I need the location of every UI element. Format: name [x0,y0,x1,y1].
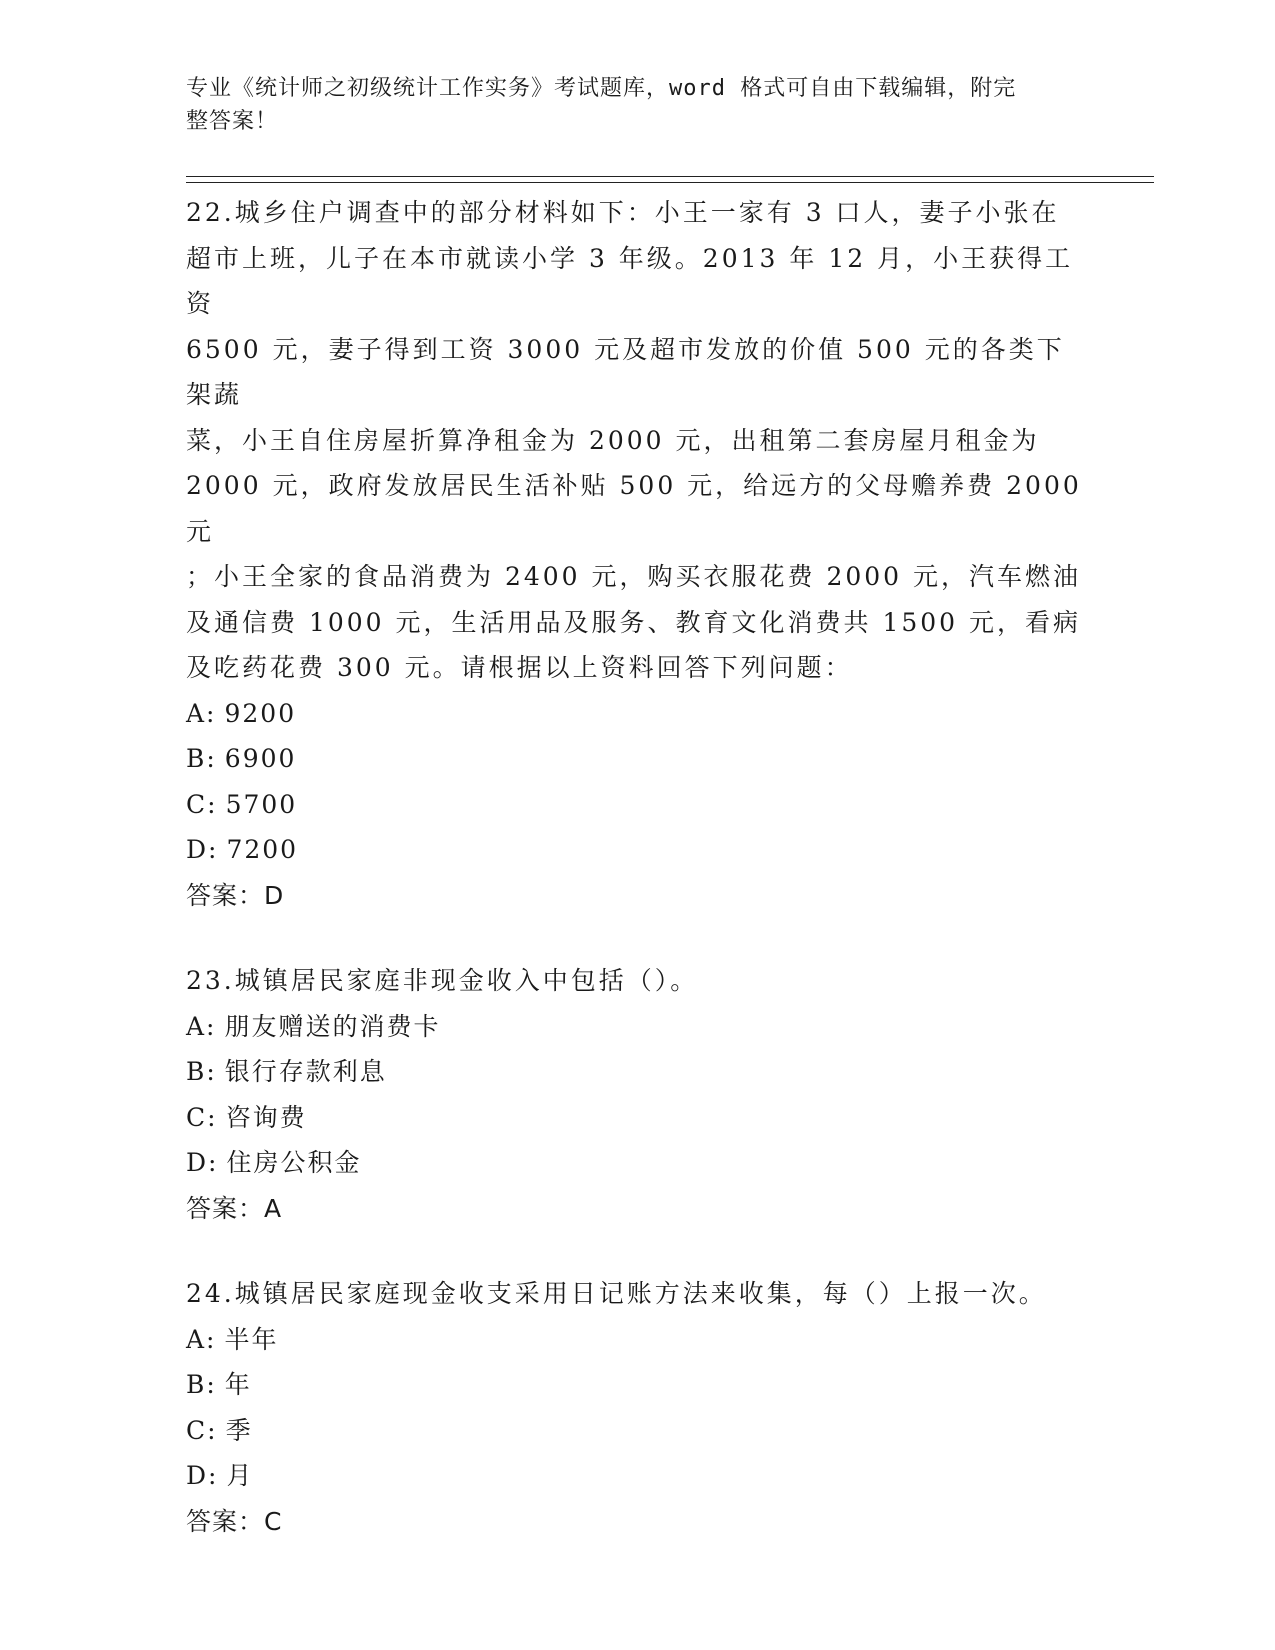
option-key: C: [186,1102,218,1132]
header-line-2: 整答案！ [186,109,279,134]
header-line-1: 专业《统计师之初级统计工作实务》考试题库，word 格式可自由下载编辑，附完 [186,76,1017,101]
option-text: 6900 [224,744,297,773]
option-a [186,1317,1086,1363]
option-a [186,691,1086,737]
option-d [186,827,1086,873]
option-text: 9200 [224,698,297,728]
option-key: A: [186,1011,217,1041]
option-text: 季 [225,1415,253,1445]
option-c [186,782,1086,828]
option-text: 银行存款利息 [224,1057,387,1086]
header-divider-top [186,176,1154,177]
option-key: B: [186,744,217,773]
option-c [186,1095,1086,1141]
option-d [186,1453,1086,1499]
answer-label: 答案：C [186,1506,283,1536]
option-text: 朋友赠送的消费卡 [224,1011,441,1041]
question-22 [186,190,1086,918]
question-text-line: 及吃药花费 300 元。请根据以上资料回答下列问题： [186,653,853,682]
option-text: 半年 [224,1324,279,1354]
option-text: 住房公积金 [226,1148,362,1177]
option-a [186,1004,1086,1050]
question-text-line: 6500 元，妻子得到工资 3000 元及超市发放的价值 500 元的各类下架蔬 [186,334,1065,409]
option-text: 年 [224,1370,252,1399]
question-text-line: 菜，小王自住房屋折算净租金为 2000 元，出租第二套房屋月租金为 [186,425,1040,455]
page-header [186,72,1066,138]
option-c [186,1408,1086,1454]
answer-label: 答案：D [186,880,285,910]
option-d [186,1140,1086,1186]
option-key: B: [186,1057,217,1086]
option-b [186,1362,1086,1408]
question-text-line: 及通信费 1000 元，生活用品及服务、教育文化消费共 1500 元，看病 [186,607,1082,637]
option-b [186,1049,1086,1095]
header-divider-bottom [186,182,1154,183]
question-list [186,190,1086,1584]
option-key: D: [186,1461,219,1490]
option-key: A: [186,698,217,728]
question-23 [186,958,1086,1231]
question-text-line: 超市上班，儿子在本市就读小学 3 年级。2013 年 12 月，小王获得工资 [186,243,1074,318]
option-text: 月 [226,1461,254,1490]
question-text-line: 23.城镇居民家庭非现金收入中包括（）。 [186,966,699,995]
option-key: A: [186,1324,217,1354]
option-key: C: [186,1415,218,1445]
option-key: D: [186,835,219,864]
option-text: 5700 [225,789,298,819]
option-text: 7200 [226,835,299,864]
question-text-line: 24.城镇居民家庭现金收支采用日记账方法来收集，每（）上报一次。 [186,1279,1047,1308]
answer-label: 答案：A [186,1193,283,1223]
option-b [186,736,1086,782]
question-text-line: 2000 元，政府发放居民生活补贴 500 元，给远方的父母赡养费 2000 元 [186,471,1082,546]
option-text: 咨询费 [225,1102,307,1132]
option-key: C: [186,789,218,819]
question-text-line: 22.城乡住户调查中的部分材料如下：小王一家有 3 口人，妻子小张在 [186,198,1060,227]
option-key: D: [186,1148,219,1177]
question-24 [186,1271,1086,1544]
question-text-line: ；小王全家的食品消费为 2400 元，购买衣服花费 2000 元，汽车燃油 [186,562,1082,591]
option-key: B: [186,1370,217,1399]
